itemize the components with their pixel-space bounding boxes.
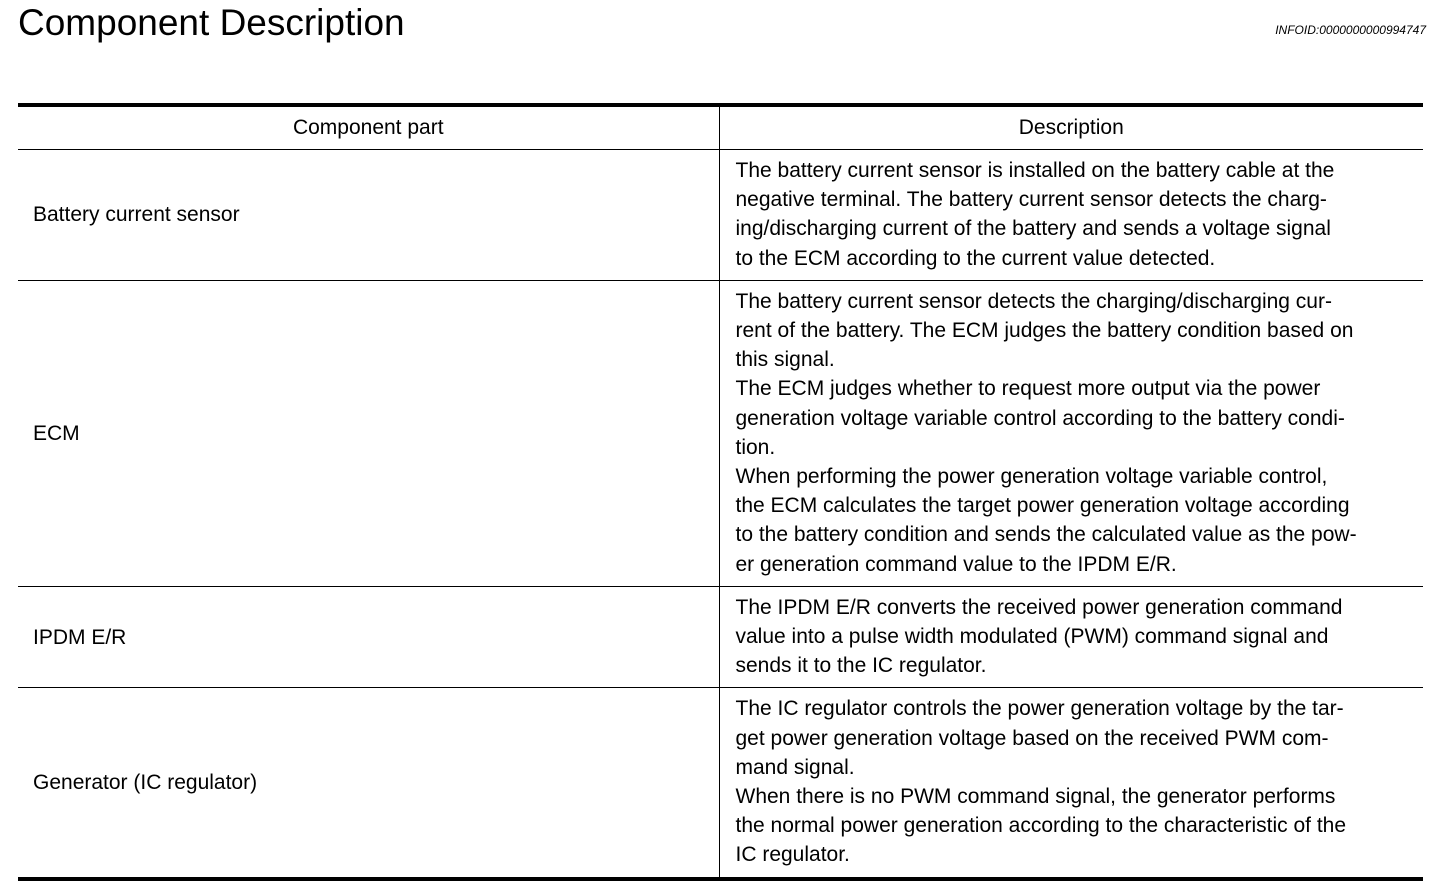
component-part-cell: ECM bbox=[18, 280, 719, 586]
description-line: to the ECM according to the current value detected. bbox=[735, 246, 1216, 270]
description-line: When performing the power generation voltage variable control, bbox=[735, 465, 1328, 489]
description-line: IC regulator. bbox=[735, 843, 850, 867]
description-line: The ECM judges whether to request more output via the power bbox=[735, 377, 1321, 401]
description-line: rent of the battery. The ECM judges the battery condition based on bbox=[735, 319, 1354, 343]
description-line: sends it to the IC regulator. bbox=[735, 654, 987, 678]
page-title: Component Description bbox=[18, 2, 405, 43]
description-line: When there is no PWM command signal, the generator performs bbox=[735, 785, 1336, 809]
component-part-cell: Battery current sensor bbox=[18, 150, 719, 281]
description-line: The IC regulator controls the power generation voltage by the tar- bbox=[735, 697, 1344, 721]
table-row bbox=[18, 586, 1423, 688]
description-line: get power generation voltage based on the received PWM com- bbox=[735, 726, 1329, 750]
description-line: value into a pulse width modulated (PWM) command signal and bbox=[735, 625, 1329, 649]
description-line: the normal power generation according to the characteristic of the bbox=[735, 814, 1347, 838]
description-line: this signal. bbox=[735, 348, 835, 372]
component-part-cell: Generator (IC regulator) bbox=[18, 688, 719, 877]
header-component-part: Component part bbox=[18, 107, 719, 150]
info-id: INFOID:0000000000994747 bbox=[1275, 23, 1426, 37]
description-line: generation voltage variable control according to the battery condi- bbox=[735, 406, 1345, 430]
table-row bbox=[18, 280, 1423, 586]
description-line: mand signal. bbox=[735, 755, 855, 779]
description-line: The battery current sensor detects the charging/discharging cur- bbox=[735, 289, 1332, 313]
description-line: ing/discharging current of the battery and sends a voltage signal bbox=[735, 217, 1331, 241]
description-line: The battery current sensor is installed on the battery cable at the bbox=[735, 159, 1335, 182]
description-line: to the battery condition and sends the calculated value as the pow- bbox=[735, 523, 1357, 547]
description-cell bbox=[719, 688, 1423, 877]
description-line: the ECM calculates the target power generation voltage according bbox=[735, 494, 1350, 518]
description-cell bbox=[719, 150, 1423, 281]
description-line: tion. bbox=[735, 435, 776, 459]
description-line: er generation command value to the IPDM E/R. bbox=[735, 552, 1177, 576]
table-row bbox=[18, 688, 1423, 877]
component-table bbox=[18, 103, 1423, 881]
description-cell bbox=[719, 280, 1423, 586]
component-part-cell: IPDM E/R bbox=[18, 586, 719, 688]
description-cell bbox=[719, 586, 1423, 688]
description-line: negative terminal. The battery current sensor detects the charg- bbox=[735, 188, 1327, 212]
description-line: The IPDM E/R converts the received power generation command bbox=[735, 595, 1343, 619]
table-row bbox=[18, 150, 1423, 281]
table-header-row bbox=[18, 107, 1423, 150]
header-description: Description bbox=[719, 107, 1423, 150]
